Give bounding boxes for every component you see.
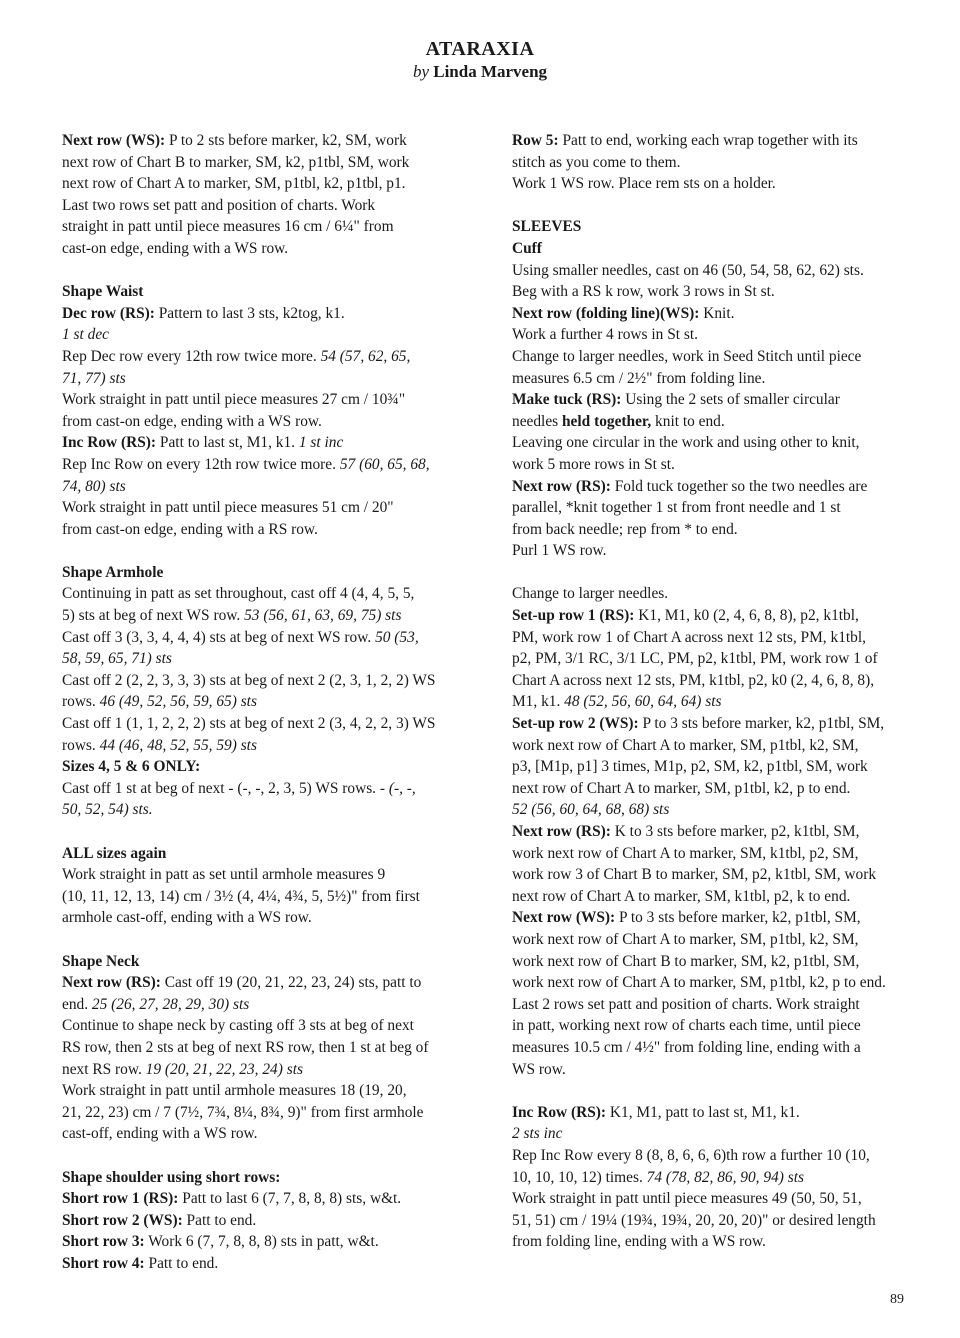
text-line	[512, 1102, 924, 1124]
text-run: Pattern to last 3 sts, k2tog, k1.	[154, 304, 345, 322]
text-line	[62, 1059, 477, 1081]
text-run: Fold tuck together so the two needles are	[610, 477, 868, 495]
text-line	[62, 799, 477, 821]
text-line	[62, 864, 477, 886]
text-run: K1, M1, patt to last st, M1, k1.	[606, 1103, 800, 1121]
text-run: P to 3 sts before marker, k2, p1tbl, SM,	[638, 715, 885, 733]
italic-text: 25 (26, 27, 28, 29, 30) sts	[91, 995, 250, 1013]
text-line	[512, 583, 924, 605]
text-line	[62, 713, 477, 735]
paragraph-gap	[512, 1080, 924, 1102]
text-line	[512, 713, 924, 735]
text-line	[512, 843, 924, 865]
paragraph-gap	[62, 929, 477, 951]
text-line	[512, 519, 924, 541]
text-run: measures 10.5 cm / 4½" from folding line, ending with a	[512, 1038, 861, 1056]
text-run: Patt to last st, M1, k1.	[156, 434, 299, 452]
bold-text: Make tuck (RS):	[512, 391, 622, 409]
text-line	[62, 195, 477, 217]
italic-text: 44 (46, 48, 52, 55, 59) sts	[99, 736, 257, 754]
italic-text: 52 (56, 60, 64, 68, 68) sts	[512, 801, 670, 819]
text-run: Knit.	[699, 304, 735, 322]
text-line	[62, 173, 477, 195]
text-line	[62, 454, 477, 476]
text-line	[512, 691, 924, 713]
text-line	[62, 476, 477, 498]
text-line	[62, 994, 477, 1016]
text-line	[512, 951, 924, 973]
text-run: next row of Chart A to marker, SM, p1tbl, k2, p to end.	[512, 779, 851, 797]
text-run: P to 2 sts before marker, k2, SM, work	[165, 132, 407, 149]
bold-text: Short row 4:	[62, 1254, 145, 1272]
bold-text: ALL sizes again	[62, 844, 167, 862]
text-line	[512, 886, 924, 908]
text-run: work next row of Chart A to marker, SM, k1tbl, p2, SM,	[512, 844, 859, 862]
bold-text: Inc Row (RS):	[512, 1103, 607, 1121]
text-run: Continue to shape neck by casting off 3 sts at beg of next	[62, 1017, 414, 1035]
text-run: Using the 2 sets of smaller circular	[621, 391, 840, 409]
bold-text: Dec row (RS):	[62, 304, 155, 322]
text-run: Work straight in patt until piece measures 27 cm / 10¾"	[62, 391, 406, 409]
text-line	[62, 756, 477, 778]
text-line	[512, 735, 924, 757]
text-line	[62, 130, 477, 152]
text-run: from back needle; rep from * to end.	[512, 520, 738, 538]
text-line	[62, 886, 477, 908]
text-run: Beg with a RS k row, work 3 rows in St st.	[512, 283, 775, 301]
text-run: Work 1 WS row. Place rem sts on a holder.	[512, 175, 776, 193]
bold-text: Set-up row 2 (WS):	[512, 715, 639, 733]
text-line	[512, 1145, 924, 1167]
text-line	[62, 735, 477, 757]
text-run: Patt to end.	[144, 1254, 219, 1272]
text-run: work next row of Chart A to marker, SM, p1tbl, k2, SM,	[512, 736, 859, 754]
text-line	[512, 821, 924, 843]
text-line	[512, 756, 924, 778]
text-run: Cast off 19 (20, 21, 22, 23, 24) sts, patt to	[160, 974, 422, 992]
text-run: Change to larger needles.	[512, 585, 669, 603]
text-run: end.	[62, 995, 92, 1013]
text-line	[512, 281, 924, 303]
text-line	[512, 778, 924, 800]
text-line	[512, 1210, 924, 1232]
italic-text: 50 (53,	[375, 628, 419, 646]
bold-text: Sizes 4, 5 & 6 ONLY:	[62, 758, 201, 776]
text-line	[512, 238, 924, 260]
text-line	[62, 562, 477, 584]
bold-text: Set-up row 1 (RS):	[512, 607, 635, 625]
italic-text: 71, 77) sts	[62, 369, 126, 387]
bold-text: Shape Neck	[62, 952, 140, 970]
text-line	[512, 799, 924, 821]
text-run: work next row of Chart A to marker, SM, p1tbl, k2, p to end.	[512, 974, 886, 992]
text-run: Work straight in patt until piece measures 51 cm / 20"	[62, 499, 394, 517]
text-line	[62, 1253, 477, 1275]
bold-text: Next row (RS):	[62, 974, 161, 992]
bold-text: Next row (RS):	[512, 823, 611, 840]
text-line	[62, 1210, 477, 1232]
text-line	[62, 1037, 477, 1059]
text-line	[512, 648, 924, 670]
author-name: Linda Marveng	[433, 62, 548, 81]
text-run: next RS row.	[62, 1060, 146, 1078]
text-line	[512, 1015, 924, 1037]
bold-text: Next row (WS):	[512, 909, 616, 927]
paragraph-gap	[62, 821, 477, 843]
text-run: Work straight in patt until piece measures 49 (50, 50, 51,	[512, 1190, 862, 1208]
text-run: Rep Inc Row every 8 (8, 8, 6, 6, 6)th row a further 10 (10,	[512, 1146, 870, 1164]
text-line	[62, 152, 477, 174]
text-run: stitch as you come to them.	[512, 153, 681, 171]
text-line	[62, 605, 477, 627]
text-line	[512, 1231, 924, 1253]
text-line	[512, 1037, 924, 1059]
text-line	[512, 972, 924, 994]
text-line	[512, 497, 924, 519]
bold-text: Shape Waist	[62, 283, 144, 301]
text-line	[512, 994, 924, 1016]
bold-text: Cuff	[512, 239, 542, 257]
text-run: Rep Inc Row on every 12th row twice more.	[62, 455, 340, 473]
text-run: straight in patt until piece measures 16 cm / 6¼" from	[62, 218, 394, 236]
italic-text: 58, 59, 65, 71) sts	[62, 650, 172, 668]
text-run: needles	[512, 412, 562, 430]
italic-text: (-, -,	[388, 779, 416, 797]
text-run: Cast off 1 (1, 1, 2, 2, 2) sts at beg of next 2 (3, 4, 2, 2, 3) WS	[62, 715, 436, 733]
text-line	[62, 238, 477, 260]
paragraph-gap	[62, 1145, 477, 1167]
italic-text: 48 (52, 56, 60, 64, 64) sts	[564, 693, 722, 711]
text-line	[62, 216, 477, 238]
text-run: work 5 more rows in St st.	[512, 455, 675, 473]
text-line	[62, 648, 477, 670]
text-run: K to 3 sts before marker, p2, k1tbl, SM,	[610, 823, 860, 840]
bold-text: Short row 3:	[62, 1233, 145, 1251]
text-line	[62, 843, 477, 865]
text-run: Work straight in patt as set until armhole measures 9	[62, 866, 386, 884]
text-line	[62, 1123, 477, 1145]
text-run: Leaving one circular in the work and using other to knit,	[512, 434, 860, 452]
text-run: Change to larger needles, work in Seed Stitch until piece	[512, 347, 862, 365]
text-run: knit to end.	[651, 412, 725, 430]
bold-text: held together,	[562, 412, 652, 430]
pattern-title: ATARAXIA	[425, 38, 535, 60]
text-run: P to 3 sts before marker, k2, p1tbl, SM,	[615, 909, 861, 927]
text-line	[62, 1167, 477, 1189]
italic-text: 46 (49, 52, 56, 59, 65) sts	[99, 693, 257, 711]
paragraph-gap	[512, 195, 924, 217]
text-run: Patt to end.	[182, 1211, 257, 1229]
text-line	[512, 540, 924, 562]
text-line	[512, 1167, 924, 1189]
paragraph-gap	[512, 562, 924, 584]
text-line	[62, 411, 477, 433]
text-run: cast-on edge, ending with a WS row.	[62, 239, 289, 257]
bold-text: Short row 1 (RS):	[62, 1190, 179, 1208]
text-line	[62, 281, 477, 303]
text-run: Cast off 1 st at beg of next - (-, -, 2, 3, 5) WS rows. -	[62, 779, 389, 797]
bold-text: Row 5:	[512, 132, 559, 149]
text-run: Cast off 2 (2, 2, 3, 3, 3) sts at beg of next 2 (2, 3, 1, 2, 2) WS	[62, 671, 436, 689]
text-run: Last 2 rows set patt and position of charts. Work straight	[512, 995, 860, 1013]
bold-text: Inc Row (RS):	[62, 434, 157, 452]
text-line	[62, 972, 477, 994]
text-run: 21, 22, 23) cm / 7 (7½, 7¾, 8¼, 8¾, 9)" from first armhole	[62, 1103, 424, 1121]
bold-text: Next row (folding line)(WS):	[512, 304, 700, 322]
italic-text: 74, 80) sts	[62, 477, 126, 495]
text-line	[62, 583, 477, 605]
text-run: Chart A across next 12 sts, PM, k1tbl, p2, k0 (2, 4, 6, 8, 8),	[512, 671, 875, 689]
text-line	[62, 907, 477, 929]
text-run: from cast-on edge, ending with a WS row.	[62, 412, 322, 430]
text-run: Work 6 (7, 7, 8, 8, 8) sts in patt, w&t.	[144, 1233, 379, 1251]
text-line	[512, 1059, 924, 1081]
paragraph-gap	[62, 540, 477, 562]
text-line	[512, 324, 924, 346]
text-line	[512, 929, 924, 951]
text-run: Last two rows set patt and position of charts. Work	[62, 196, 376, 214]
italic-text: 19 (20, 21, 22, 23, 24) sts	[145, 1060, 303, 1078]
text-run: next row of Chart A to marker, SM, p1tbl, k2, p1tbl, p1.	[62, 175, 406, 193]
text-line	[62, 627, 477, 649]
text-line	[62, 1080, 477, 1102]
text-line	[62, 691, 477, 713]
bold-text: Shape Armhole	[62, 563, 164, 581]
text-run: parallel, *knit together 1 st from front needle and 1 st	[512, 499, 841, 517]
text-run: Rep Dec row every 12th row twice more.	[62, 347, 321, 365]
italic-text: 74 (78, 82, 86, 90, 94) sts	[646, 1168, 804, 1186]
italic-text: 53 (56, 61, 63, 69, 75) sts	[244, 607, 402, 625]
text-line	[512, 346, 924, 368]
text-line	[62, 951, 477, 973]
paragraph-gap	[62, 260, 477, 282]
text-line	[62, 368, 477, 390]
text-run: cast-off, ending with a WS row.	[62, 1125, 258, 1143]
text-run: 5) sts at beg of next WS row.	[62, 607, 245, 625]
text-line	[512, 627, 924, 649]
italic-text: 50, 52, 54) sts.	[62, 801, 153, 819]
text-run: measures 6.5 cm / 2½" from folding line.	[512, 369, 766, 387]
text-run: armhole cast-off, ending with a WS row.	[62, 909, 312, 927]
text-run: K1, M1, k0 (2, 4, 6, 8, 8), p2, k1tbl,	[634, 607, 859, 625]
text-run: Using smaller needles, cast on 46 (50, 54, 58, 62, 62) sts.	[512, 261, 864, 279]
text-line	[512, 260, 924, 282]
bold-text: SLEEVES	[512, 218, 582, 236]
byline	[0, 61, 960, 83]
text-run: 10, 10, 10, 12) times.	[512, 1168, 647, 1186]
text-line	[512, 476, 924, 498]
text-run: WS row.	[512, 1060, 566, 1078]
text-line	[512, 173, 924, 195]
text-line	[62, 303, 477, 325]
text-line	[62, 670, 477, 692]
italic-text: 2 sts inc	[512, 1125, 563, 1143]
text-line	[512, 368, 924, 390]
text-run: Work a further 4 rows in St st.	[512, 326, 698, 344]
text-line	[512, 432, 924, 454]
text-line	[512, 1123, 924, 1145]
text-run: Continuing in patt as set throughout, cast off 4 (4, 4, 5, 5,	[62, 585, 415, 603]
text-line	[62, 497, 477, 519]
text-line	[62, 389, 477, 411]
text-run: M1, k1.	[512, 693, 565, 711]
text-line	[512, 454, 924, 476]
text-run: Work straight in patt until armhole measures 18 (19, 20,	[62, 1082, 407, 1100]
text-line	[512, 389, 924, 411]
bold-text: Short row 2 (WS):	[62, 1211, 183, 1229]
text-line	[512, 670, 924, 692]
text-line	[512, 130, 924, 152]
text-run: next row of Chart B to marker, SM, k2, p1tbl, SM, work	[62, 153, 410, 171]
text-run: PM, work row 1 of Chart A across next 12 sts, PM, k1tbl,	[512, 628, 866, 646]
text-run: in patt, working next row of charts each time, until piece	[512, 1017, 861, 1035]
right-text-column	[512, 130, 924, 1253]
text-run: Patt to last 6 (7, 7, 8, 8, 8) sts, w&t.	[178, 1190, 402, 1208]
byline-prefix: by	[412, 62, 429, 81]
text-line	[512, 864, 924, 886]
text-line	[62, 778, 477, 800]
text-line	[512, 907, 924, 929]
italic-text: 57 (60, 65, 68,	[339, 455, 430, 473]
page-header	[0, 37, 960, 83]
text-run: Purl 1 WS row.	[512, 542, 607, 560]
text-run: work next row of Chart A to marker, SM, p1tbl, k2, SM,	[512, 930, 859, 948]
text-line	[62, 519, 477, 541]
bold-text: Next row (RS):	[512, 477, 611, 495]
text-run: Patt to end, working each wrap together with its	[558, 132, 858, 149]
text-line	[512, 303, 924, 325]
text-run: (10, 11, 12, 13, 14) cm / 3½ (4, 4¼, 4¾, 5, 5½)" from first	[62, 887, 420, 905]
text-run: 51, 51) cm / 19¼ (19¾, 19¾, 20, 20, 20)" or desired length	[512, 1211, 876, 1229]
text-run: from folding line, ending with a WS row.	[512, 1233, 766, 1251]
text-line	[62, 324, 477, 346]
left-text-column	[62, 130, 477, 1274]
text-run: work row 3 of Chart B to marker, SM, p2, k1tbl, SM, work	[512, 866, 877, 884]
text-line	[62, 1015, 477, 1037]
text-line	[62, 432, 477, 454]
text-line	[512, 216, 924, 238]
text-run: from cast-on edge, ending with a RS row.	[62, 520, 318, 538]
text-run: rows.	[62, 736, 100, 754]
text-run: work next row of Chart B to marker, SM, k2, p1tbl, SM,	[512, 952, 860, 970]
text-run: RS row, then 2 sts at beg of next RS row, then 1 st at beg of	[62, 1038, 429, 1056]
bold-text: Shape shoulder using short rows:	[62, 1168, 281, 1186]
text-run: rows.	[62, 693, 100, 711]
italic-text: 54 (57, 62, 65,	[320, 347, 411, 365]
text-line	[62, 346, 477, 368]
text-line	[62, 1188, 477, 1210]
text-line	[512, 411, 924, 433]
italic-text: 1 st inc	[298, 434, 344, 452]
text-line	[512, 1188, 924, 1210]
text-line	[62, 1102, 477, 1124]
text-line	[62, 1231, 477, 1253]
bold-text: Next row (WS):	[62, 132, 166, 149]
text-run: Cast off 3 (3, 3, 4, 4, 4) sts at beg of next WS row.	[62, 628, 376, 646]
text-run: p2, PM, 3/1 RC, 3/1 LC, PM, p2, k1tbl, PM, work row 1 of	[512, 650, 878, 668]
text-line	[512, 152, 924, 174]
text-run: p3, [M1p, p1] 3 times, M1p, p2, SM, k2, p1tbl, SM, work	[512, 758, 868, 776]
text-run: next row of Chart A to marker, SM, k1tbl, p2, k to end.	[512, 887, 851, 905]
italic-text: 1 st dec	[62, 326, 110, 344]
text-line	[512, 605, 924, 627]
page-number: 89	[890, 1292, 904, 1307]
